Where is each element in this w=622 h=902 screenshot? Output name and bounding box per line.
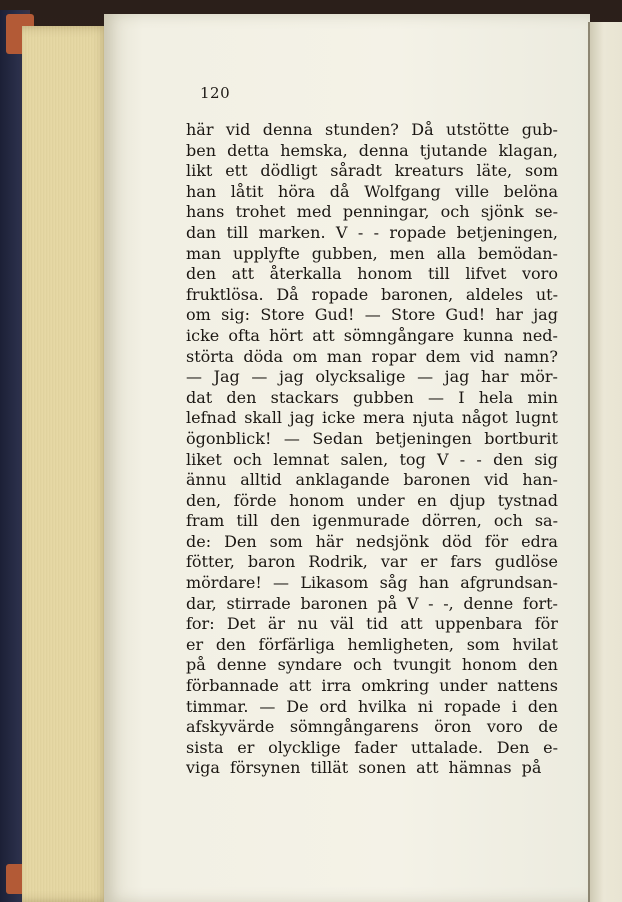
text-word: dar, [186, 593, 217, 613]
text-word: att [416, 758, 439, 778]
page-edges [22, 26, 110, 902]
text-word: tid [366, 614, 388, 634]
text-word: bortburit [484, 428, 558, 448]
text-word: ett [225, 161, 248, 181]
text-line [186, 614, 558, 635]
text-word: och [353, 655, 382, 675]
text-word: denne [216, 655, 267, 675]
text-word: stackars [270, 387, 339, 407]
text-word: gubben [353, 387, 414, 407]
text-word: såg [379, 573, 408, 593]
text-word: afgrundsan- [460, 573, 558, 593]
text-word: Rodrik, [308, 552, 368, 572]
text-word: på [186, 655, 206, 675]
text-word: bemödan- [477, 243, 558, 263]
text-line [186, 429, 558, 450]
text-line [186, 635, 558, 656]
text-word: den [215, 634, 246, 654]
text-word: till [226, 222, 249, 242]
text-word: fruktlösa. [186, 284, 264, 304]
text-word: med [296, 202, 332, 222]
text-word: sonen [358, 758, 407, 778]
text-word: som [524, 161, 558, 181]
text-word: ropade [389, 222, 447, 242]
text-line [186, 594, 558, 615]
text-word: irra [321, 676, 352, 696]
text-word: död [441, 531, 472, 551]
text-line [186, 491, 558, 512]
text-word: ögonblick! [186, 428, 272, 448]
text-word: för [534, 614, 558, 634]
text-word: sömngångarens [289, 717, 419, 737]
text-word: — [273, 573, 290, 593]
text-word: ännu [186, 470, 227, 490]
text-word: hela [478, 387, 514, 407]
text-word: gubben, [311, 243, 378, 263]
text-word: fötter, [186, 552, 235, 572]
text-word: de: [186, 531, 212, 551]
text-word: nedsjönk [356, 531, 429, 551]
text-word: - [373, 222, 380, 242]
text-word: hämnas [448, 758, 512, 778]
text-word: trohet [235, 202, 286, 222]
text-word: lugnt [515, 408, 558, 428]
text-word: - [476, 449, 482, 469]
text-word: tystnad [497, 490, 558, 510]
text-word: vid [225, 120, 251, 139]
text-word: ut- [535, 284, 558, 304]
text-word: djup [449, 490, 486, 510]
text-line [186, 367, 558, 388]
text-word: hemligheten, [347, 634, 455, 654]
text-word: - [357, 222, 364, 242]
text-word: förde [233, 490, 277, 510]
text-word: -, [443, 593, 454, 613]
text-word: sista [186, 737, 224, 757]
text-word: något [461, 408, 508, 428]
text-word: Store [260, 305, 305, 325]
text-word: väl [330, 614, 354, 634]
text-word: han [186, 181, 217, 201]
text-word: salen, [340, 449, 389, 469]
text-word: fars [450, 552, 482, 572]
text-word: Likasom [300, 573, 369, 593]
text-word: dörren, [421, 511, 482, 531]
text-line [186, 202, 558, 223]
text-word: timmar. [186, 696, 249, 716]
text-word: afskyvärde [186, 717, 275, 737]
text-word: om [186, 305, 211, 325]
text-word: aldeles [465, 284, 524, 304]
text-word: kreaturs [394, 161, 464, 181]
text-word: nattens [497, 676, 558, 696]
text-word: - [428, 593, 434, 613]
text-word: sömngångare [343, 325, 455, 345]
text-line [186, 758, 558, 779]
text-word: sig [534, 449, 558, 469]
text-word: betjeningen [375, 428, 472, 448]
text-line [186, 388, 558, 409]
text-word: läte, [476, 161, 513, 181]
text-line [186, 532, 558, 553]
text-word: tillät [310, 758, 349, 778]
text-line [186, 305, 558, 326]
text-word: detta [227, 140, 270, 160]
text-word: Sedan [312, 428, 363, 448]
text-word: igenmurade [312, 511, 410, 531]
text-word: Då [276, 284, 299, 304]
text-word: och [440, 202, 470, 222]
text-word: ville [455, 181, 490, 201]
text-word: anklagande [295, 470, 390, 490]
text-word: jag [289, 408, 315, 428]
text-line [186, 717, 558, 738]
text-word: den [226, 387, 257, 407]
text-word: ropade [444, 696, 501, 716]
text-word: Det [226, 614, 256, 634]
text-word: döda [243, 346, 284, 366]
text-word: tog [399, 449, 426, 469]
text-word: ned- [522, 325, 558, 345]
text-word: den [493, 449, 524, 469]
text-word: mera [362, 408, 405, 428]
text-word: utstötte [446, 120, 510, 139]
text-word: på [521, 758, 542, 778]
text-word: dan [186, 222, 217, 242]
text-word: ropade [311, 284, 369, 304]
text-word: som [269, 531, 303, 551]
text-word: upplyfte [233, 243, 300, 263]
text-word: denna [262, 120, 313, 139]
text-line [186, 161, 558, 182]
text-word: att [312, 325, 335, 345]
text-word: stunden? [324, 120, 399, 139]
text-word: att [400, 614, 423, 634]
text-word: man [186, 243, 222, 263]
text-word: V [436, 449, 449, 469]
text-word: då [329, 181, 350, 201]
text-word: hvilka [357, 696, 407, 716]
text-word: man [326, 346, 362, 366]
text-word: den [527, 696, 558, 716]
text-word: ord [319, 696, 348, 716]
text-word: en [417, 490, 437, 510]
text-line [186, 470, 558, 491]
text-word: namn? [504, 346, 558, 366]
text-word: fram [186, 511, 225, 531]
text-line [186, 141, 558, 162]
text-word: icke [186, 325, 220, 345]
text-word: att [231, 264, 255, 284]
text-word: honom [357, 264, 413, 284]
text-word: olycklige [268, 737, 341, 757]
text-word: V [335, 222, 348, 242]
text-line [186, 450, 558, 471]
text-word: - [459, 449, 466, 469]
text-word: denne [463, 593, 514, 613]
text-word: sig: [221, 305, 251, 325]
text-word: ofta [228, 325, 260, 345]
text-word: liket [186, 449, 222, 469]
text-word: och [233, 449, 262, 469]
text-word: viga [186, 758, 220, 778]
text-word: er [237, 737, 255, 757]
text-word: syndare [277, 655, 343, 675]
text-word: penningar, [342, 202, 430, 222]
text-line [186, 552, 558, 573]
text-line [186, 676, 558, 697]
text-word: baron [247, 552, 296, 572]
text-word: jag [278, 367, 304, 387]
text-word: lefnad [186, 408, 237, 428]
text-line [186, 511, 558, 532]
text-word: gub- [521, 120, 558, 139]
text-word: ropar [371, 346, 417, 366]
page-number: 120 [200, 84, 231, 102]
text-line [186, 573, 558, 594]
text-word: — [251, 367, 268, 387]
text-word: uppenbara [434, 614, 523, 634]
text-word: kunna [463, 325, 514, 345]
text-word: låtit [230, 181, 264, 201]
text-word: fort- [522, 593, 558, 613]
text-word: hans [186, 202, 225, 222]
text-word: fader [354, 737, 398, 757]
text-word: förfärliga [258, 634, 335, 654]
text-word: Den [224, 531, 257, 551]
text-word: honom [289, 490, 345, 510]
text-word: honom [461, 655, 517, 675]
text-word: såradt [330, 161, 382, 181]
text-word: försynen [229, 758, 301, 778]
text-word: höra [278, 181, 316, 201]
text-word: den [270, 511, 301, 531]
text-line [186, 182, 558, 203]
text-word: baronen [300, 593, 368, 613]
text-word: likt [186, 161, 213, 181]
text-word: på [377, 593, 398, 613]
text-word: stirrade [226, 593, 291, 613]
text-word: dödligt [260, 161, 318, 181]
text-word: marken. [258, 222, 326, 242]
text-line [186, 223, 558, 244]
text-word: här [186, 120, 214, 139]
text-word: olycksalige [315, 367, 406, 387]
text-word: sjönk [480, 202, 524, 222]
text-word: alla [436, 243, 466, 263]
text-word: de [538, 717, 558, 737]
text-word: — [417, 367, 434, 387]
text-word: den [527, 655, 558, 675]
text-word: mördare! [186, 573, 262, 593]
text-word: här [315, 531, 344, 551]
text-word: har [495, 305, 523, 325]
text-word: var [380, 552, 408, 572]
text-line [186, 264, 558, 285]
text-word: i [511, 696, 517, 716]
text-word: Wolfgang [364, 181, 441, 201]
text-word: omkring [361, 676, 430, 696]
text-line [186, 697, 558, 718]
text-word: Då [411, 120, 434, 139]
text-line [186, 408, 558, 429]
text-word: som [466, 634, 500, 654]
text-word: V [406, 593, 419, 613]
text-word: är [267, 614, 286, 634]
text-word: voro [522, 264, 558, 284]
text-line [186, 285, 558, 306]
text-word: sa- [534, 511, 558, 531]
text-line [186, 655, 558, 676]
text-word: De [286, 696, 309, 716]
text-word: hvilat [512, 634, 558, 654]
text-word: hemska, [280, 140, 348, 160]
text-word: Store [391, 305, 436, 325]
text-word: icke [322, 408, 356, 428]
text-word: uttalade. [410, 737, 484, 757]
text-word: I [458, 387, 465, 407]
text-word: — [186, 367, 202, 387]
text-word: under [356, 490, 405, 510]
text-word: att [288, 676, 312, 696]
text-word: jag [444, 367, 470, 387]
text-word: alltid [240, 470, 282, 490]
text-word: voro [486, 717, 523, 737]
text-word: min [527, 387, 558, 407]
text-word: om [292, 346, 318, 366]
text-word: störta [186, 346, 234, 366]
facing-page-edge [588, 22, 622, 902]
text-word: Den [496, 737, 530, 757]
text-word: jag [533, 305, 558, 325]
text-word: — [259, 696, 276, 716]
text-word: han- [522, 470, 558, 490]
text-word: se- [534, 202, 558, 222]
text-word: klagan, [498, 140, 558, 160]
text-word: dem [425, 346, 461, 366]
text-word: förbannade [186, 676, 279, 696]
text-word: e- [543, 737, 558, 757]
text-line [186, 120, 558, 141]
text-word: Gud! [314, 305, 355, 325]
text-word: han [418, 573, 449, 593]
text-word: vid [470, 346, 495, 366]
text-word: hört [269, 325, 304, 345]
text-word: vid [484, 470, 509, 490]
text-word: gudlöse [494, 552, 558, 572]
text-word: njuta [412, 408, 455, 428]
text-word: baronen [403, 470, 471, 490]
text-word: belöna [503, 181, 558, 201]
text-word: återkalla [269, 264, 342, 284]
text-word: tjutande [419, 140, 488, 160]
text-word: mör- [520, 367, 558, 387]
text-line [186, 347, 558, 368]
text-word: till [236, 511, 259, 531]
text-word: Gud! [445, 305, 486, 325]
text-word: lemnat [273, 449, 330, 469]
text-word: skall [244, 408, 282, 428]
text-word: ben [186, 140, 217, 160]
text-line [186, 244, 558, 265]
text-word: — [283, 428, 300, 448]
text-word: till [427, 264, 450, 284]
text-line [186, 326, 558, 347]
page-text [186, 120, 558, 779]
text-word: och [493, 511, 523, 531]
text-word: för [484, 531, 509, 551]
text-word: er [186, 634, 204, 654]
text-word: har [481, 367, 509, 387]
text-word: Jag [213, 367, 240, 387]
text-word: under [439, 676, 488, 696]
text-word: — [364, 305, 381, 325]
text-word: for: [186, 614, 215, 634]
text-word: lifvet [465, 264, 507, 284]
text-word: dat [186, 387, 213, 407]
text-word: edra [521, 531, 558, 551]
text-word: den [186, 264, 217, 284]
text-word: denna [358, 140, 409, 160]
text-word: er [420, 552, 438, 572]
text-word: öron [434, 717, 472, 737]
text-word: ni [417, 696, 434, 716]
text-word: nu [297, 614, 318, 634]
text-word: betjeningen, [456, 222, 558, 242]
text-line [186, 738, 558, 759]
text-word: den, [186, 490, 222, 510]
text-word: men [389, 243, 425, 263]
text-word: baronen, [380, 284, 454, 304]
text-word: tvungit [393, 655, 451, 675]
text-word: — [428, 387, 445, 407]
